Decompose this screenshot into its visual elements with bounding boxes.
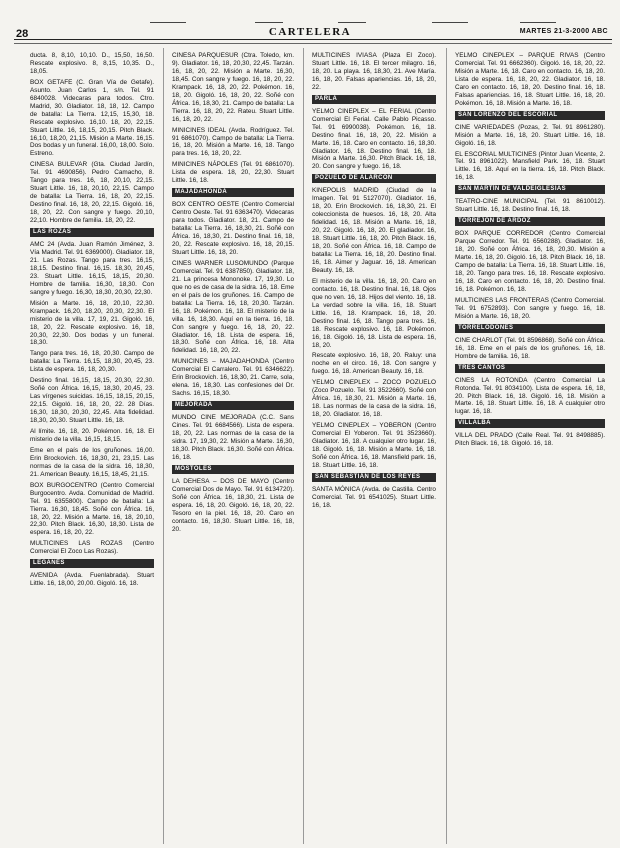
cinema-listing: CINE CHARLOT (Tel. 91 8596868). Soñé con África. 16, 18. Eme en el país de los gruñones. 16, 18. Hombre de familia. 16, 18. bbox=[455, 336, 605, 360]
cinema-listing: Misión a Marte. 16, 18, 20,10, 22,30. Krampack. 16,20, 18,20, 20,30, 22,30. El misterio de la villa. 17, 19, 21. Gigoló. 16, 18, 20, 22. Rescate explosivo. 16, 18, 20,30, 22,30. Dos bodas y un funeral. 18,30. bbox=[30, 299, 154, 347]
cinema-listing: CINES WARNER LUSOMUNDO (Parque Comercial. Tel. 91 6387850). Gladiator. 18, 21. La princesa Mononoke. 17, 19,30. Lo que no es de casa de la sidra. 16, 18. Eme en el país de los gruñones. 16. Campo de batalla: La Tierra. 16, 18, 20,30. Tarzán. 16, 18. Pokémon. 16, 18. El misterio de la villa. 16, 18,30. Aquí en la tierra. 16, 18. Con sangre y fuego. 16, 18, 20, 22. Gladiator. 16, 18. Lista de espera. 16, 18,30. Soñé con África. 16, 18. Alta fidelidad. 16, 18, 20, 22. bbox=[172, 259, 294, 355]
header-rule bbox=[14, 39, 612, 40]
header-rule-thin bbox=[14, 43, 612, 44]
cinema-listing: AVENIDA (Avda. Fuenlabrada). Stuart Little. 16, 18,00, 20,00. Gigoló. 16, 18. bbox=[30, 572, 154, 588]
date-line: MARTES 21-3-2000 ABC bbox=[519, 28, 608, 35]
section-heading: MEJORADA bbox=[172, 401, 294, 410]
cinema-listing: YELMO CINEPLEX – EL FERIAL (Centro Comercial El Ferial. Calle Pablo Picasso. Tel. 91 6990038). Pokémon. 16, 18. Destino final. 16, 18, 20, 22. Misión a Marte. 16, 18. Caro en contacto. 16, 18,30. Gladiator. 16, 18. Destino final. 16, 18. Misión a Marte. 16,30. Pitch Black. 16, 18, 20. Con sangre y fuego. 16, 18. bbox=[312, 107, 436, 171]
cinema-listing: SANTA MÓNICA (Avda. de Castilla. Centro Comercial. Tel. 91 6541025). Stuart Little. 16, 18. bbox=[312, 485, 436, 509]
cinema-listing: Tango para tres. 16, 18, 20,30. Campo de batalla: La Tierra. 16,15, 18,30, 20,45, 23. Lista de espera. 16, 18, 20,30. bbox=[30, 350, 154, 374]
cinema-listing: VILLA DEL PRADO (Calle Real. Tel. 91 8498885). Pitch Black. 16, 18. Gigoló. 16, 18. bbox=[455, 432, 605, 448]
section-heading: VILLALBA bbox=[455, 419, 605, 428]
cinema-listing: CINES LA ROTONDA (Centro Comercial La Rotonda. Tel. 91 8034100). Lista de espera. 16, 18, 20. Pitch Black. 16, 18. Gigoló. 16, 18. Misión a Marte. 16, 18. Stuart Little. 16, 18. A cualquier otro lugar. 16, 18. bbox=[455, 376, 605, 416]
section-heading: SAN LORENZO DEL ESCORIAL bbox=[455, 111, 605, 120]
section-heading: MÓSTOLES bbox=[172, 465, 294, 474]
listing-column-3 bbox=[312, 52, 436, 844]
listing-column-4 bbox=[455, 52, 605, 844]
cinema-listing: Destino final. 16,15, 18,15, 20,30, 22,30. Soñé con África. 16,15, 18,30, 20,45, 23. Las vírgenes suicidas. 16,15, 18,15, 20,15, 22,15. Gigoló. 16, 18, 20, 22. 28 Días. 16,30, 18,30, 20,30, 22,45. Alta fidelidad. 18,30, 20,30. Stuart Little. 16, 18. bbox=[30, 377, 154, 425]
cinema-listing: YELMO CINEPLEX – PARQUE RIVAS (Centro Comercial. Tel. 91 6662360). Gigoló. 16, 18, 20, 22. Misión a Marte. 16, 18. Caro en contacto. 16, 18, 20. Lista de espera. 16, 18, 20, 22. Gladiator. 16, 18. Caro en contacto. 16, 18, 20. Destino final. 16, 18. Falsas apariencias. 16, 18. Stuart Little. 16, 18, 20. Pokémon. 16, 18. Misión a Marte. 16, 18. bbox=[455, 52, 605, 107]
column-divider bbox=[303, 48, 304, 844]
column-divider bbox=[446, 48, 447, 844]
section-heading: POZUELO DE ALARCÓN bbox=[312, 174, 436, 183]
section-heading: SAN MARTÍN DE VALDEIGLESIAS bbox=[455, 185, 605, 194]
header-ornament bbox=[338, 22, 366, 23]
cinema-listing: YELMO CINEPLEX – ZOCO POZUELO (Zoco Pozuelo. Tel. 91 3522660). Soñé con África. 16, 18,30, 21. Misión a Marte. 16, 18. Las normas de la casa de la sidra. 16, 18, 20. Gladiator. 16, 18. bbox=[312, 379, 436, 419]
section-heading: LAS ROZAS bbox=[30, 228, 154, 237]
cinema-listing: MINICINES IDEAL (Avda. Rodríguez. Tel. 91 6861070). Campo de batalla: La Tierra. 16, 18, 20. Misión a Marte. 16, 18. Tango para tres. 16, 18, 20, 22. bbox=[172, 126, 294, 158]
section-title: CARTELERA bbox=[268, 26, 352, 38]
header-ornament bbox=[150, 22, 186, 23]
page-number: 28 bbox=[16, 28, 29, 40]
cinema-listing: CINESA BULEVAR (Gta. Ciudad Jardín, Tel. 91 4690856). Pedro Camacho, 8. Tango para tres. 16, 18, 20,10, 22,15. Stuart Little. 16, 18, 20,10, 22,15. Campo de batalla: La Tierra. 16, 18, 20, 22,15. Destino final. 16, 18, 20, 22,15. Gigoló. 16, 18, 20, 22. Con sangre y fuego. 20,10, 22,10. Hombre de familia. 18, 20, 22. bbox=[30, 161, 154, 225]
cinema-listing: LA DEHESA – DOS DE MAYO (Centro Comercial Dos de Mayo. Tel. 91 6134720). Soñé con África. 16, 18,30, 21. Lista de espera. 16, 18, 20. Gigoló. 16, 18, 20, 22. Tesoro en la piel. 16, 18, 20. Caro en contacto. 16, 18,30. Stuart Little. 16, 18, 20. bbox=[172, 477, 294, 533]
section-heading: LEGANÉS bbox=[30, 559, 154, 568]
section-heading: TORREJÓN DE ARDOZ bbox=[455, 217, 605, 226]
cinema-listing: ducta. 8, 8,10, 10,10. D., 15,50, 16,50. Rescate explosivo. 8, 8,15, 10,35. D., 18,05. bbox=[30, 52, 154, 75]
listing-column-2 bbox=[172, 52, 294, 844]
cinema-listing: BOX CENTRO OESTE (Centro Comercial Centro Oeste. Tel. 91 6363470). Videcaras para todos. Gladiator. 18, 21. Campo de batalla: La Tierra. 16, 18,30, 21. Soñé con África. 16, 18,30, 21. Destino final. 16, 18, 20, 22. Rescate explosivo. 16, 18, 20,15. Stuart Little. 16, 18, 20. bbox=[172, 201, 294, 256]
cinema-listing: BOX BURGOCENTRO (Centro Comercial Burgocentro. Avda. Comunidad de Madrid. Tel. 91 6355800). Campo de batalla: La Tierra. 16,30, 18,45. Soñé con África. 16, 18, 20, 22. Misión a Marte. 16, 18, 20,10, 22,30. Pitch Black. 16,30, 18,30. Lista de espera. 16, 18, 20, 22. bbox=[30, 481, 154, 537]
section-heading: TRES CANTOS bbox=[455, 364, 605, 373]
cinema-listing: TEATRO-CINE MUNICIPAL (Tel. 91 8610012). Stuart Little. 16, 18. Destino final. 16, 18. bbox=[455, 198, 605, 214]
cinema-listing: CINE VARIEDADES (Pozas, 2. Tel. 91 8961280). Misión a Marte. 16, 18, 20. Stuart Little. 16, 18. Gigoló. 16, 18. bbox=[455, 123, 605, 147]
header-ornament bbox=[255, 22, 283, 23]
cinema-listing: YELMO CINEPLEX – YOBERON (Centro Comercial El Yoberon. Tel. 91 3523660). Gladiator. 16, 18. A cualquier otro lugar. 16, 18. Gigoló. 16, 18. Misión a Marte. 16, 18. Soñé con África. 16, 18. Mansfield park. 16, 18. Stuart Little. 16, 18. bbox=[312, 422, 436, 469]
cinema-listing: AMC 24 (Avda. Juan Ramón Jiménez, 3. Vía Madrid. Tel. 91 6369000). Gladiator. 18, 21. Las Rozas. Tango para tres. 16,15, 18,15. Destino final. 16,15. 18,30, 20,45, 23. Stuart Little. 16,15, 18,15, 20,30. Hombre de familia. 16,30, 18,30. Con sangre y fuego. 16,30, 18,30, 20,30, 22,30. bbox=[30, 241, 154, 296]
cinema-listing: MUNICINES – MAJADAHONDA (Centro Comercial El Carralero. Tel. 91 6346622). Erin Brockovich. 16, 18,30, 21. Carre, sola, elena. 16, 18,30. Las confesiones del Dr. Sachs. 16,15, 18,30. bbox=[172, 358, 294, 398]
cinema-listing: MULTICINES IVIASA (Plaza El Zoco). Stuart Little. 16, 18. El tercer milagro. 16, 18, 20. La playa. 16, 18,30, 21. Ave María. 16, 18, 20. Falsas apariencias. 16, 18, 20, 22. bbox=[312, 52, 436, 91]
cinema-listing: EL ESCORIAL MULTICINES (Pintor Juan Vicente, 2. Tel. 91 8961022). Mansfield Park. 16, 18. Stuart Little. 16, 18. Aquí en la tierra. 16, 18. Pitch Black. 16, 18. bbox=[455, 150, 605, 182]
section-heading: MAJADAHONDA bbox=[172, 188, 294, 197]
cinema-listing: KINEPOLIS MADRID (Ciudad de la Imagen. Tel. 91 5127070). Gladiator. 16, 18, 20. Erin Brockovich. 16, 18,30, 21. El coleccionista de huesos. 16, 18, 20. Alta fidelidad. 16, 18. Misión a Marte. 16, 18, 20, 22. Gigoló. 16, 18, 20. El gladiador. 16, 18. Stuart Little. 16, 18, 20. Pitch Black. 16, 18, 20. Soñé con África. 16, 18. Campo de batalla: La Tierra. 16, 18, 20. Destino final. 16, 18. Aimer y Jaguar. 16, 18. American Beauty. 16, 18. bbox=[312, 187, 436, 274]
cinema-listing: CINESA PARQUESUR (Ctra. Toledo, km. 9). Gladiator. 16, 18, 20,30, 22,45. Tarzán. 16, 18, 20, 22. Misión a Marte. 16,30, 18,45. Con sangre y fuego. 16, 18, 20, 22. Krampack. 16, 18, 20, 22. Pokémon. 16, 18, 20. Gigoló. 16, 18, 20, 22. Soñé con África. 16, 18,30, 21. Campo de batalla: La Tierra. 16, 18, 20, 22. Rateu. Stuart Little. 16, 18, 20, 22. bbox=[172, 52, 294, 123]
header-ornament bbox=[432, 22, 468, 23]
cinema-listing: MULTICINES LAS ROZAS (Centro Comercial El Zoco Las Rozas). bbox=[30, 540, 154, 556]
cinema-listing: Al límite. 16, 18, 20. Pokémon. 16, 18. El misterio de la villa. 16,15, 18,15. bbox=[30, 427, 154, 443]
header-ornament bbox=[520, 22, 556, 23]
column-divider bbox=[163, 48, 164, 844]
section-heading: PARLA bbox=[312, 95, 436, 104]
cinema-listing: El misterio de la villa. 16, 18, 20. Caro en contacto. 16, 18. Destino final. 16, 18. Ojos que no ven. 16, 18. Hijos del viento. 16, 18. La verdad sobre la villa. 16, 18. Stuart Little. 16, 18. Krampack. 16, 18, 20. Destino final. 16, 18. Tango para tres. 16, 18. Rescate explosivo. 16, 18. Pokémon. 16, 18. Gigoló. 16, 18. Lista de espera. 16, 18, 20. bbox=[312, 277, 436, 349]
cinema-listing: MUNDO CINE MEJORADA (C.C. Sans Cines. Tel. 91 6684566). Lista de espera. 18, 20, 22. Las normas de la casa de la sidra. 17, 19,30, 22. Misión a Marte. 16,30, 18,30. Pitch Black. 16,30. Soñé con África. 16, 18. bbox=[172, 414, 294, 461]
cinema-listing: MULTICINES LAS FRONTERAS (Centro Comercial. Tel. 91 6752893). Con sangre y fuego. 16, 18. Misión a Marte. 16, 18, 20. bbox=[455, 296, 605, 320]
section-heading: SAN SEBASTIÁN DE LOS REYES bbox=[312, 473, 436, 482]
cinema-listing: BOX GETAFE (C. Gran Vía de Getafe). Asunto. Juan Carlos 1, s/n. Tel. 91 6840028. Videcaras para todos. Ctro. Madrid, 30. Gladiator. 18, 18, 12. Campo de batalla: La Tierra. 12,15, 15,30, 18. Rescate explosivo. 16,10. 18, 20, 22,15. Stuart Little. 16, 18,15, 20,15. Pitch Black. 16,10, 18,20, 21,15. Misión a Marte. 16,15. Dos bodas y un funeral. 16,00, 18,00. Solo. Estreno. bbox=[30, 78, 154, 158]
cinema-listing: BOX PARQUE CORREDOR (Centro Comercial Parque Corredor. Tel. 91 6560288). Gladiator. 16, 18, 20. Soñé con África. 16, 18, 20,30. Misión a Marte. 16, 18, 20. Gigoló. 16, 18. Pitch Black. 16, 18. Campo de batalla: La Tierra. 16, 18. Stuart Little. 16, 18, 20. Tango para tres. 16, 18. Rescate explosivo. 16, 18. Caro en contacto. 16, 18, 20. Destino final. 16, 18. Pokémon. 16, 18. bbox=[455, 230, 605, 293]
listing-column-1 bbox=[30, 52, 154, 844]
cinema-listing: Eme en el país de los gruñones. 16,00. Erin Brockovich. 16, 18,30, 21, 23,15. Las normas de la casa de la sidra. 16, 18,30, 21. American Beauty. 16,15, 18,45, 21,15. bbox=[30, 446, 154, 478]
cinema-listing: MINICINES NÁPOLES (Tel. 91 6861070). Lista de espera. 18, 20, 22,30. Stuart Little. 16, 18. bbox=[172, 161, 294, 185]
section-heading: TORRELODONES bbox=[455, 324, 605, 333]
cinema-listing: Rescate explosivo. 16, 18, 20. Raluy: una noche en el circo. 16, 18. Con sangre y fuego. 16, 18. American Beauty. 16, 18. bbox=[312, 352, 436, 376]
